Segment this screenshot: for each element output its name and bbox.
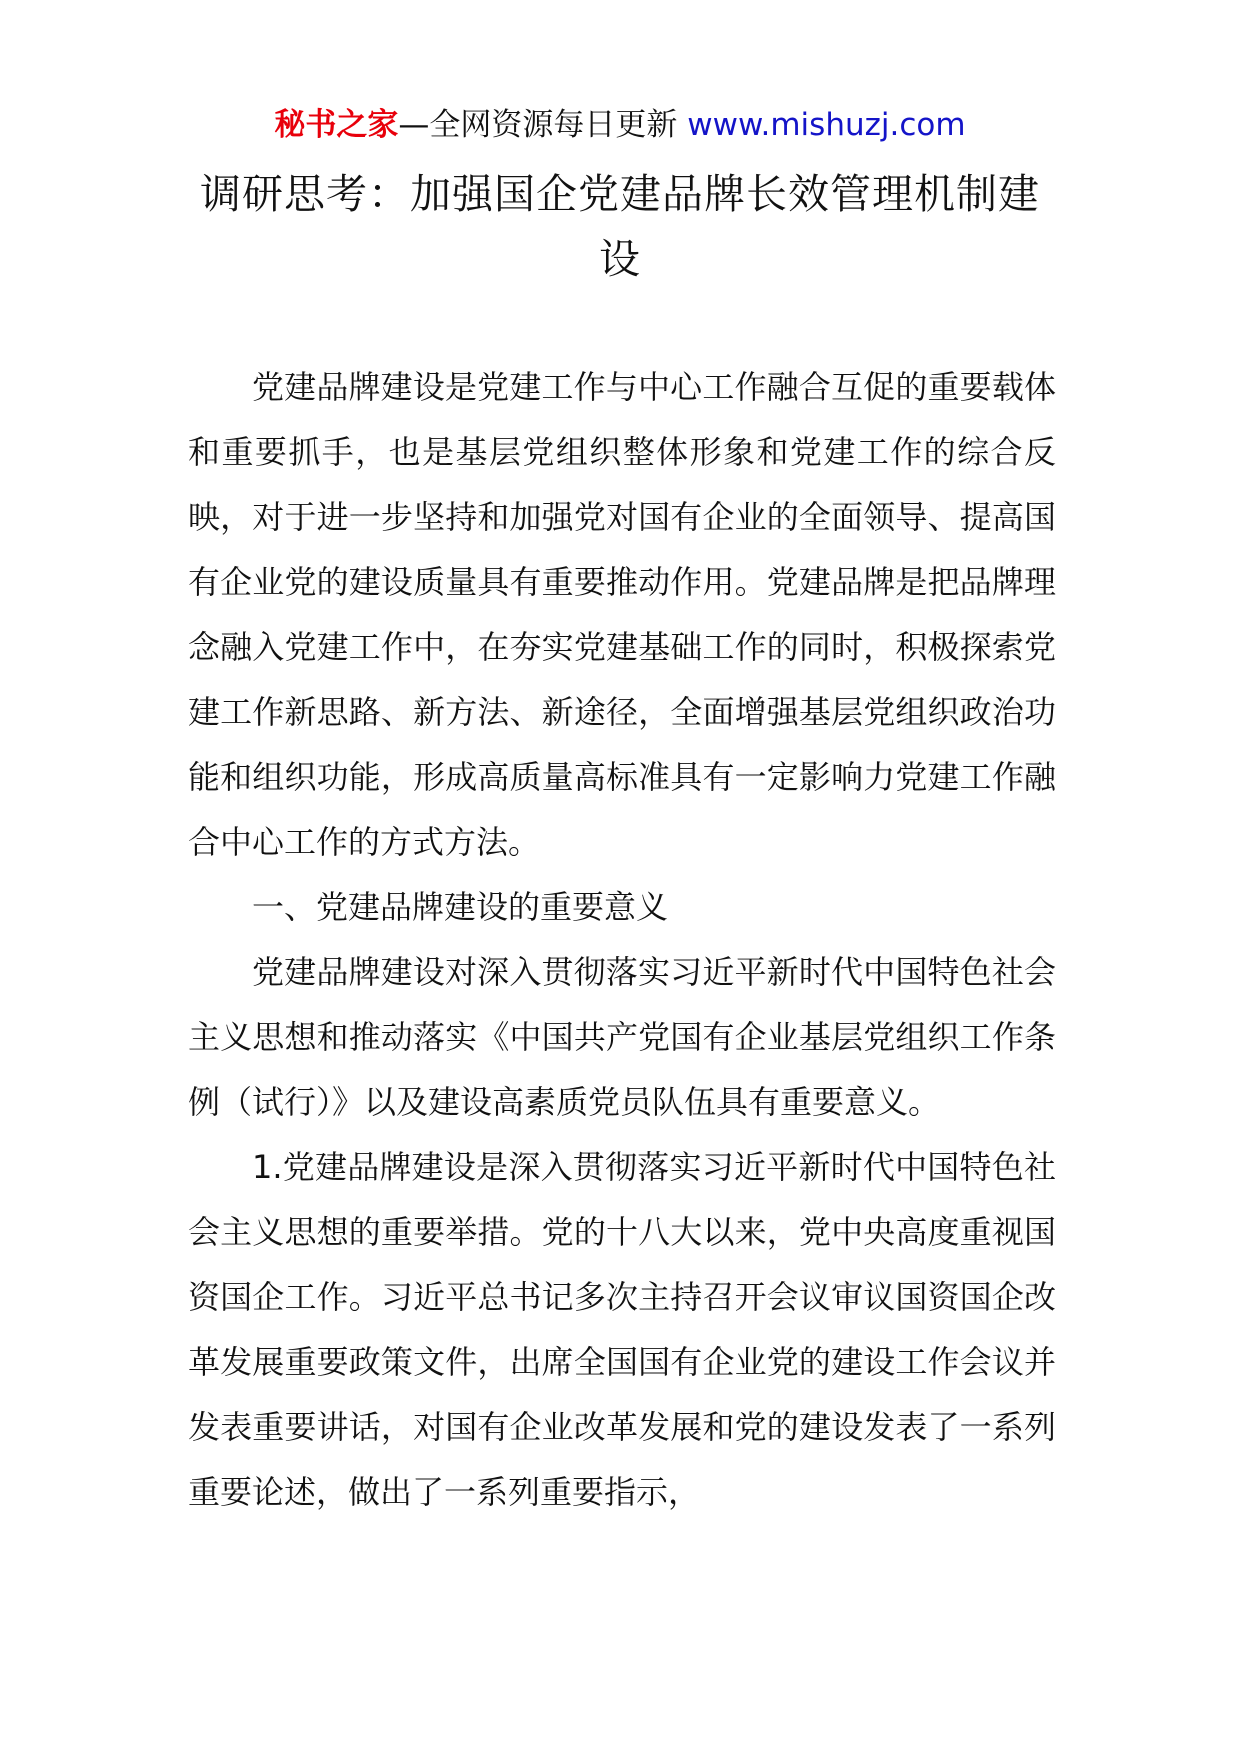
paragraph-intro: 党建品牌建设是党建工作与中心工作融合互促的重要载体和重要抓手，也是基层党组织整体形象和党建工作的综合反映，对于进一步坚持和加强党对国有企业的全面领导、提高国有企业党的建设质量具有重要推动作用。党建品牌是把品牌理念融入党建工作中，在夯实党建基础工作的同时，积极探索党建工作新思路、新方法、新途径，全面增强基层党组织政治功能和组织功能，形成高质量高标准具有一定影响力党建工作融合中心工作的方式方法。 [188, 368, 1056, 861]
document-body [188, 355, 1056, 1525]
brand-tagline: —全网资源每日更新 [398, 107, 678, 143]
paragraph-section-1: 党建品牌建设对深入贯彻落实习近平新时代中国特色社会主义思想和推动落实《中国共产党国有企业基层党组织工作条例（试行）》以及建设高素质党员队伍具有重要意义。 [188, 953, 1056, 1121]
paragraph-point-1: 1.党建品牌建设是深入贯彻落实习近平新时代中国特色社会主义思想的重要举措。党的十八大以来，党中央高度重视国资国企工作。习近平总书记多次主持召开会议审议国资国企改革发展重要政策文件，出席全国国有企业党的建设工作会议并发表重要讲话，对国有企业改革发展和党的建设发表了一系列重要论述，做出了一系列重要指示， [188, 1148, 1056, 1511]
site-header [0, 100, 1240, 150]
section-heading-1: 一、党建品牌建设的重要意义 [252, 888, 669, 926]
document-title: 调研思考：加强国企党建品牌长效管理机制建设 [200, 170, 1040, 283]
brand-url-link[interactable]: www.mishuzj.com [687, 107, 966, 143]
brand-name: 秘书之家 [274, 107, 399, 143]
